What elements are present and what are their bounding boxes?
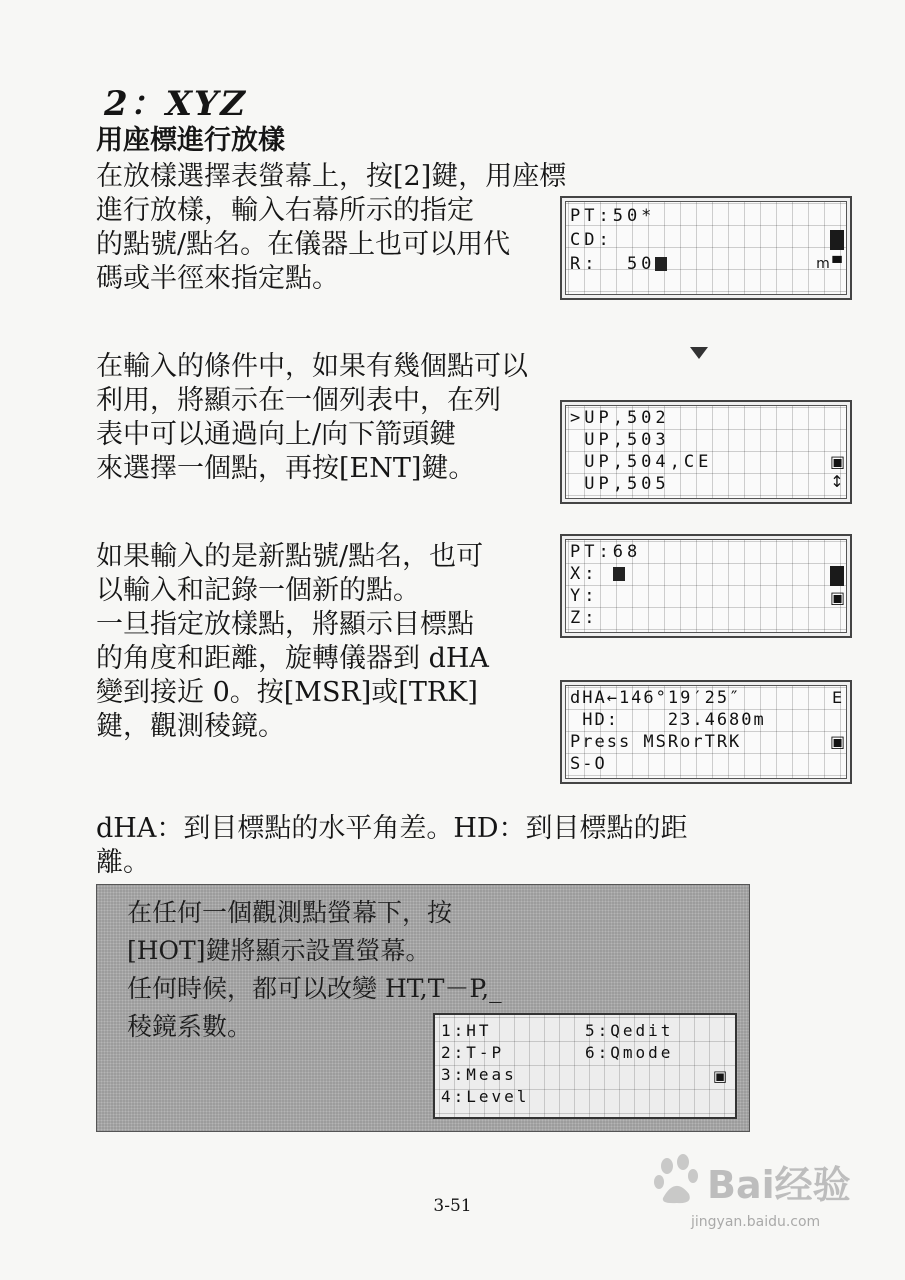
battery-icon: ▣ — [830, 588, 846, 607]
mode-indicator-icon — [830, 230, 844, 250]
cursor-block — [655, 257, 667, 271]
bracket-icon: E — [831, 688, 843, 707]
text-line: 以輸入和記錄一個新的點。 — [96, 575, 420, 606]
menu-item-tp: 2:T-P — [441, 1043, 505, 1062]
note-box — [96, 884, 750, 1132]
note-line: 任何時候，都可以改變 HT,T－P,_ — [127, 974, 502, 1003]
battery-icon: ▣ — [712, 1067, 727, 1085]
text-line: 來選擇一個點，再按[ENT]鍵。 — [96, 453, 476, 484]
lcd-row: UP,505 — [570, 474, 670, 494]
text-line: 碼或半徑來指定點。 — [96, 263, 339, 294]
text-line: 表中可以通過向上/向下箭頭鍵 — [96, 419, 457, 450]
lcd-row: >UP,502 — [570, 408, 670, 428]
battery-icon: ▣ — [830, 732, 846, 751]
lcd-text: R: 50 — [570, 254, 656, 274]
lcd-hot-menu — [433, 1013, 737, 1119]
lcd-screen-point-entry — [560, 196, 852, 300]
lcd-row: Press MSRorTRK — [570, 732, 742, 752]
lcd-row: UP,503 — [570, 430, 670, 450]
lcd-row: Z: — [570, 608, 599, 628]
mode-indicator-icon — [830, 566, 844, 586]
arrow-down-icon — [690, 347, 708, 359]
watermark-url: jingyan.baidu.com — [691, 1214, 821, 1230]
note-line: [HOT]鍵將顯示設置螢幕。 — [127, 936, 431, 965]
battery-icon: ▀ — [832, 256, 842, 270]
lcd-row: dHA←146°19′25″ — [570, 688, 742, 708]
watermark-brand: Bai经验 — [707, 1163, 851, 1207]
text-line: dHA：到目標點的水平角差。HD：到目標點的距 — [96, 813, 688, 844]
lcd-row — [570, 563, 625, 585]
section-heading: 2：XYZ — [104, 84, 248, 124]
text-line: 離。 — [96, 847, 150, 878]
cursor-block — [613, 567, 625, 581]
note-line: 在任何一個觀測點螢幕下，按 — [127, 898, 453, 927]
unit-label: m — [816, 256, 830, 272]
lcd-row: S-O — [570, 754, 607, 774]
menu-item-qmode: 6:Qmode — [585, 1043, 674, 1062]
text-line: 利用，將顯示在一個列表中，在列 — [96, 385, 501, 416]
lcd-row: Y: — [570, 586, 599, 606]
paragraph-3 — [96, 540, 489, 744]
menu-item-meas: 3:Meas — [441, 1065, 517, 1084]
section-subheading: 用座標進行放樣 — [96, 125, 285, 156]
text-line: 變到接近 0。按[MSR]或[TRK] — [96, 677, 478, 708]
lcd-row: PT:68 — [570, 542, 642, 562]
text-line: 在放樣選擇表螢幕上，按[2]鍵，用座標 — [96, 161, 567, 192]
scroll-arrow-icon: ↕ — [830, 472, 844, 491]
baidu-watermark — [645, 1140, 865, 1250]
menu-item-level: 4:Level — [441, 1087, 530, 1106]
text-line: 如果輸入的是新點號/點名，也可 — [96, 541, 484, 572]
lcd-row: UP,504,CE — [570, 452, 713, 472]
text-line: 在輸入的條件中，如果有幾個點可以 — [96, 351, 528, 382]
lcd-screen-stakeout — [560, 680, 852, 784]
text-line: 進行放樣，輸入右幕所示的指定 — [96, 195, 474, 226]
note-line: 稜鏡系數。 — [127, 1012, 253, 1041]
text-line: 的點號/點名。在儀器上也可以用代 — [96, 229, 511, 260]
definitions — [96, 812, 688, 880]
page-number: 3-51 — [433, 1196, 472, 1216]
paragraph-1 — [96, 160, 566, 296]
lcd-row: CD: — [570, 230, 613, 250]
paw-logo-icon — [653, 1154, 705, 1206]
text-line: 鍵，觀測稜鏡。 — [96, 711, 285, 742]
battery-icon: ▣ — [830, 452, 846, 471]
text-line: 的角度和距離，旋轉儀器到 dHA — [96, 643, 489, 674]
lcd-screen-point-list — [560, 400, 852, 504]
lcd-row — [570, 253, 667, 275]
text-line: 一旦指定放樣點，將顯示目標點 — [96, 609, 474, 640]
lcd-row: HD: 23.4680m — [570, 710, 766, 730]
lcd-text: X: — [570, 564, 613, 584]
lcd-row: PT:50* — [570, 206, 656, 226]
lcd-screen-new-point — [560, 534, 852, 638]
menu-item-qedit: 5:Qedit — [585, 1021, 674, 1040]
menu-item-ht: 1:HT — [441, 1021, 492, 1040]
paragraph-2 — [96, 350, 528, 486]
